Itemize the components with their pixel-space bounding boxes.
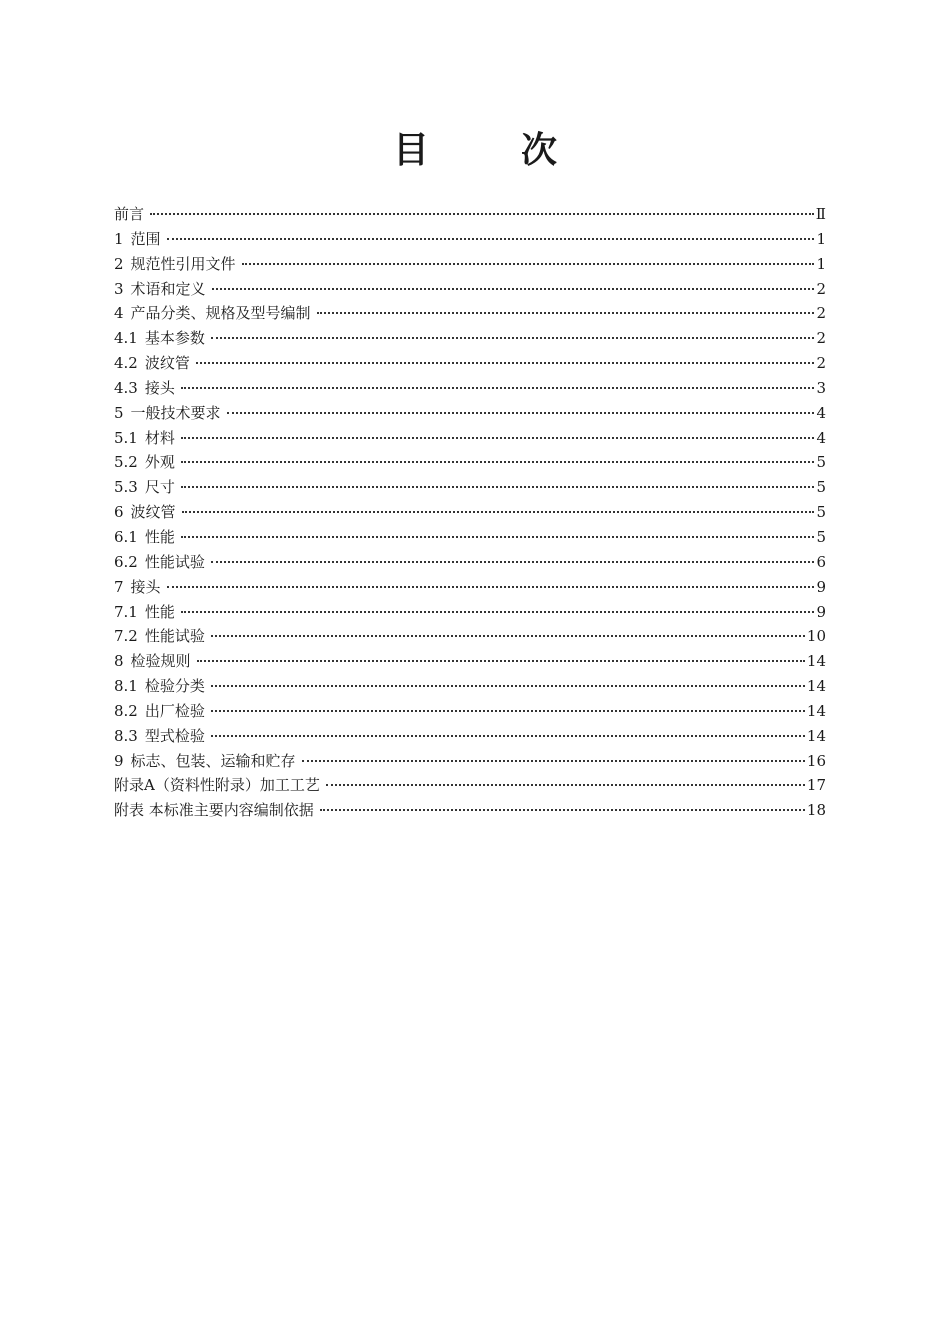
toc-dot-leader xyxy=(150,213,814,215)
toc-entry-label xyxy=(114,550,211,575)
toc-entry[interactable] xyxy=(114,277,826,302)
toc-dot-leader xyxy=(181,461,815,463)
toc-entry-label xyxy=(114,624,211,649)
toc-entry-label xyxy=(114,773,326,798)
toc-dot-leader xyxy=(320,809,805,811)
toc-dot-leader xyxy=(167,586,815,588)
toc-entry-label xyxy=(114,749,302,774)
toc-dot-leader xyxy=(326,784,805,786)
toc-entry[interactable] xyxy=(114,525,826,550)
toc-entry-title: 基本参数 xyxy=(144,329,205,348)
toc-entry-label xyxy=(114,649,197,674)
toc-entry-title: 附录A（资料性附录）加工工艺 xyxy=(114,776,320,795)
toc-page-number: 18 xyxy=(806,801,826,820)
toc-dot-leader xyxy=(211,635,805,637)
toc-entry-title: 尺寸 xyxy=(144,478,175,497)
toc-dot-leader xyxy=(181,536,815,538)
toc-entry-title: 规范性引用文件 xyxy=(130,254,236,273)
toc-dot-leader xyxy=(212,288,815,290)
toc-entry[interactable] xyxy=(114,773,826,798)
toc-dot-leader xyxy=(211,685,805,687)
toc-entry-number: 8.2 xyxy=(114,701,138,720)
toc-page-number: 5 xyxy=(816,453,826,472)
toc-dot-leader xyxy=(317,312,815,314)
toc-entry-title: 附表 本标准主要内容编制依据 xyxy=(114,801,314,820)
toc-entry-title: 检验分类 xyxy=(144,677,205,696)
toc-entry-label xyxy=(114,426,181,451)
toc-entry[interactable] xyxy=(114,649,826,674)
toc-page-number: 2 xyxy=(816,279,826,298)
toc-page-number: 2 xyxy=(816,354,826,373)
toc-dot-leader xyxy=(167,238,815,240)
toc-entry-title: 性能 xyxy=(144,602,175,621)
toc-page-number: 9 xyxy=(816,602,826,621)
toc-dot-leader xyxy=(211,735,805,737)
toc-entry[interactable] xyxy=(114,475,826,500)
toc-entry-title: 性能试验 xyxy=(144,552,205,571)
toc-page-number: 1 xyxy=(816,254,826,273)
toc-page-number: 1 xyxy=(816,229,826,248)
toc-entry[interactable] xyxy=(114,202,826,227)
toc-entry-number: 6 xyxy=(114,503,124,522)
toc-entry[interactable] xyxy=(114,500,826,525)
toc-entry[interactable] xyxy=(114,798,826,823)
toc-entry[interactable] xyxy=(114,450,826,475)
toc-page-number: 17 xyxy=(806,776,826,795)
toc-entry-title: 波纹管 xyxy=(130,503,176,522)
toc-entry-number: 8.3 xyxy=(114,726,138,745)
toc-entry-title: 检验规则 xyxy=(130,652,191,671)
toc-entry-number: 5.1 xyxy=(114,428,138,447)
toc-entry-title: 术语和定义 xyxy=(130,279,206,298)
toc-entry-number: 9 xyxy=(114,751,124,770)
toc-page-number: 9 xyxy=(816,577,826,596)
toc-dot-leader xyxy=(196,362,815,364)
toc-page-number: 6 xyxy=(816,552,826,571)
toc-entry[interactable] xyxy=(114,426,826,451)
toc-entry-number: 6.2 xyxy=(114,552,138,571)
toc-page-number: 2 xyxy=(816,304,826,323)
toc-entry-label xyxy=(114,301,317,326)
toc-entry-label xyxy=(114,252,242,277)
toc-entry[interactable] xyxy=(114,575,826,600)
toc-entry-number: 4.3 xyxy=(114,378,138,397)
toc-entry[interactable] xyxy=(114,227,826,252)
toc-entry-label xyxy=(114,376,181,401)
toc-entry[interactable] xyxy=(114,376,826,401)
toc-entry[interactable] xyxy=(114,401,826,426)
toc-page-number: 16 xyxy=(806,751,826,770)
toc-entry-number: 4.1 xyxy=(114,329,138,348)
toc-entry-label xyxy=(114,450,181,475)
title-char-right: 次 xyxy=(521,130,558,171)
toc-dot-leader xyxy=(227,412,815,414)
toc-entry-title: 接头 xyxy=(130,577,161,596)
table-of-contents xyxy=(114,202,826,823)
toc-entry-number: 4.2 xyxy=(114,354,138,373)
toc-entry-number: 7.1 xyxy=(114,602,138,621)
toc-page-number: 5 xyxy=(816,527,826,546)
toc-dot-leader xyxy=(181,486,815,488)
toc-page-number: Ⅱ xyxy=(815,205,826,223)
toc-entry-label xyxy=(114,674,211,699)
toc-entry-label xyxy=(114,525,181,550)
toc-entry-title: 性能 xyxy=(144,527,175,546)
toc-dot-leader xyxy=(211,337,815,339)
toc-entry-title: 波纹管 xyxy=(144,354,190,373)
toc-entry-title: 接头 xyxy=(144,378,175,397)
toc-entry-title: 材料 xyxy=(144,428,175,447)
toc-entry[interactable] xyxy=(114,674,826,699)
toc-entry[interactable] xyxy=(114,699,826,724)
toc-entry-label xyxy=(114,699,211,724)
toc-dot-leader xyxy=(181,437,815,439)
toc-entry[interactable] xyxy=(114,326,826,351)
toc-entry[interactable] xyxy=(114,550,826,575)
toc-page-number: 14 xyxy=(806,701,826,720)
toc-entry-label xyxy=(114,600,181,625)
toc-entry-title: 一般技术要求 xyxy=(130,403,221,422)
toc-dot-leader xyxy=(242,263,815,265)
toc-entry-title: 出厂检验 xyxy=(144,701,205,720)
toc-entry[interactable] xyxy=(114,301,826,326)
toc-entry-label xyxy=(114,202,150,227)
toc-page-number: 14 xyxy=(806,677,826,696)
toc-entry-number: 8.1 xyxy=(114,677,138,696)
toc-page-number: 4 xyxy=(816,403,826,422)
toc-entry-label xyxy=(114,351,196,376)
toc-entry-title: 性能试验 xyxy=(144,627,205,646)
toc-entry-label xyxy=(114,575,167,600)
toc-entry-number: 8 xyxy=(114,652,124,671)
toc-dot-leader xyxy=(211,561,815,563)
toc-entry-title: 标志、包装、运输和贮存 xyxy=(130,751,296,770)
page-title xyxy=(0,122,950,172)
toc-entry-number: 7.2 xyxy=(114,627,138,646)
toc-entry-number: 5.2 xyxy=(114,453,138,472)
toc-entry-label xyxy=(114,401,227,426)
toc-entry-label xyxy=(114,227,167,252)
toc-entry-number: 5 xyxy=(114,403,124,422)
toc-entry-number: 6.1 xyxy=(114,527,138,546)
title-char-left: 目 xyxy=(392,130,429,171)
toc-entry-number: 4 xyxy=(114,304,124,323)
toc-entry-title: 前言 xyxy=(114,205,145,223)
toc-dot-leader xyxy=(182,511,815,513)
toc-page-number: 2 xyxy=(816,329,826,348)
toc-page-number: 5 xyxy=(816,503,826,522)
toc-dot-leader xyxy=(181,387,815,389)
toc-entry[interactable] xyxy=(114,351,826,376)
toc-dot-leader xyxy=(181,611,815,613)
toc-dot-leader xyxy=(302,760,805,762)
toc-entry[interactable] xyxy=(114,749,826,774)
toc-entry-title: 外观 xyxy=(144,453,175,472)
toc-entry-title: 产品分类、规格及型号编制 xyxy=(130,304,311,323)
toc-page-number: 4 xyxy=(816,428,826,447)
toc-entry-number: 7 xyxy=(114,577,124,596)
toc-entry-number: 3 xyxy=(114,279,124,298)
toc-entry-label xyxy=(114,724,211,749)
toc-entry-number: 5.3 xyxy=(114,478,138,497)
toc-entry-title: 型式检验 xyxy=(144,726,205,745)
toc-entry-label xyxy=(114,798,320,823)
toc-entry-label xyxy=(114,326,211,351)
toc-entry-number: 1 xyxy=(114,229,124,248)
toc-entry-label xyxy=(114,475,181,500)
toc-page-number: 10 xyxy=(806,627,826,646)
toc-entry[interactable] xyxy=(114,252,826,277)
toc-entry-number: 2 xyxy=(114,254,124,273)
toc-page-number: 14 xyxy=(806,652,826,671)
toc-entry[interactable] xyxy=(114,624,826,649)
toc-entry-title: 范围 xyxy=(130,229,161,248)
toc-page-number: 3 xyxy=(816,378,826,397)
toc-page-number: 14 xyxy=(806,726,826,745)
toc-page-number: 5 xyxy=(816,478,826,497)
toc-dot-leader xyxy=(197,660,805,662)
toc-dot-leader xyxy=(211,710,805,712)
toc-entry-label xyxy=(114,500,182,525)
toc-entry[interactable] xyxy=(114,600,826,625)
toc-entry[interactable] xyxy=(114,724,826,749)
toc-entry-label xyxy=(114,277,212,302)
